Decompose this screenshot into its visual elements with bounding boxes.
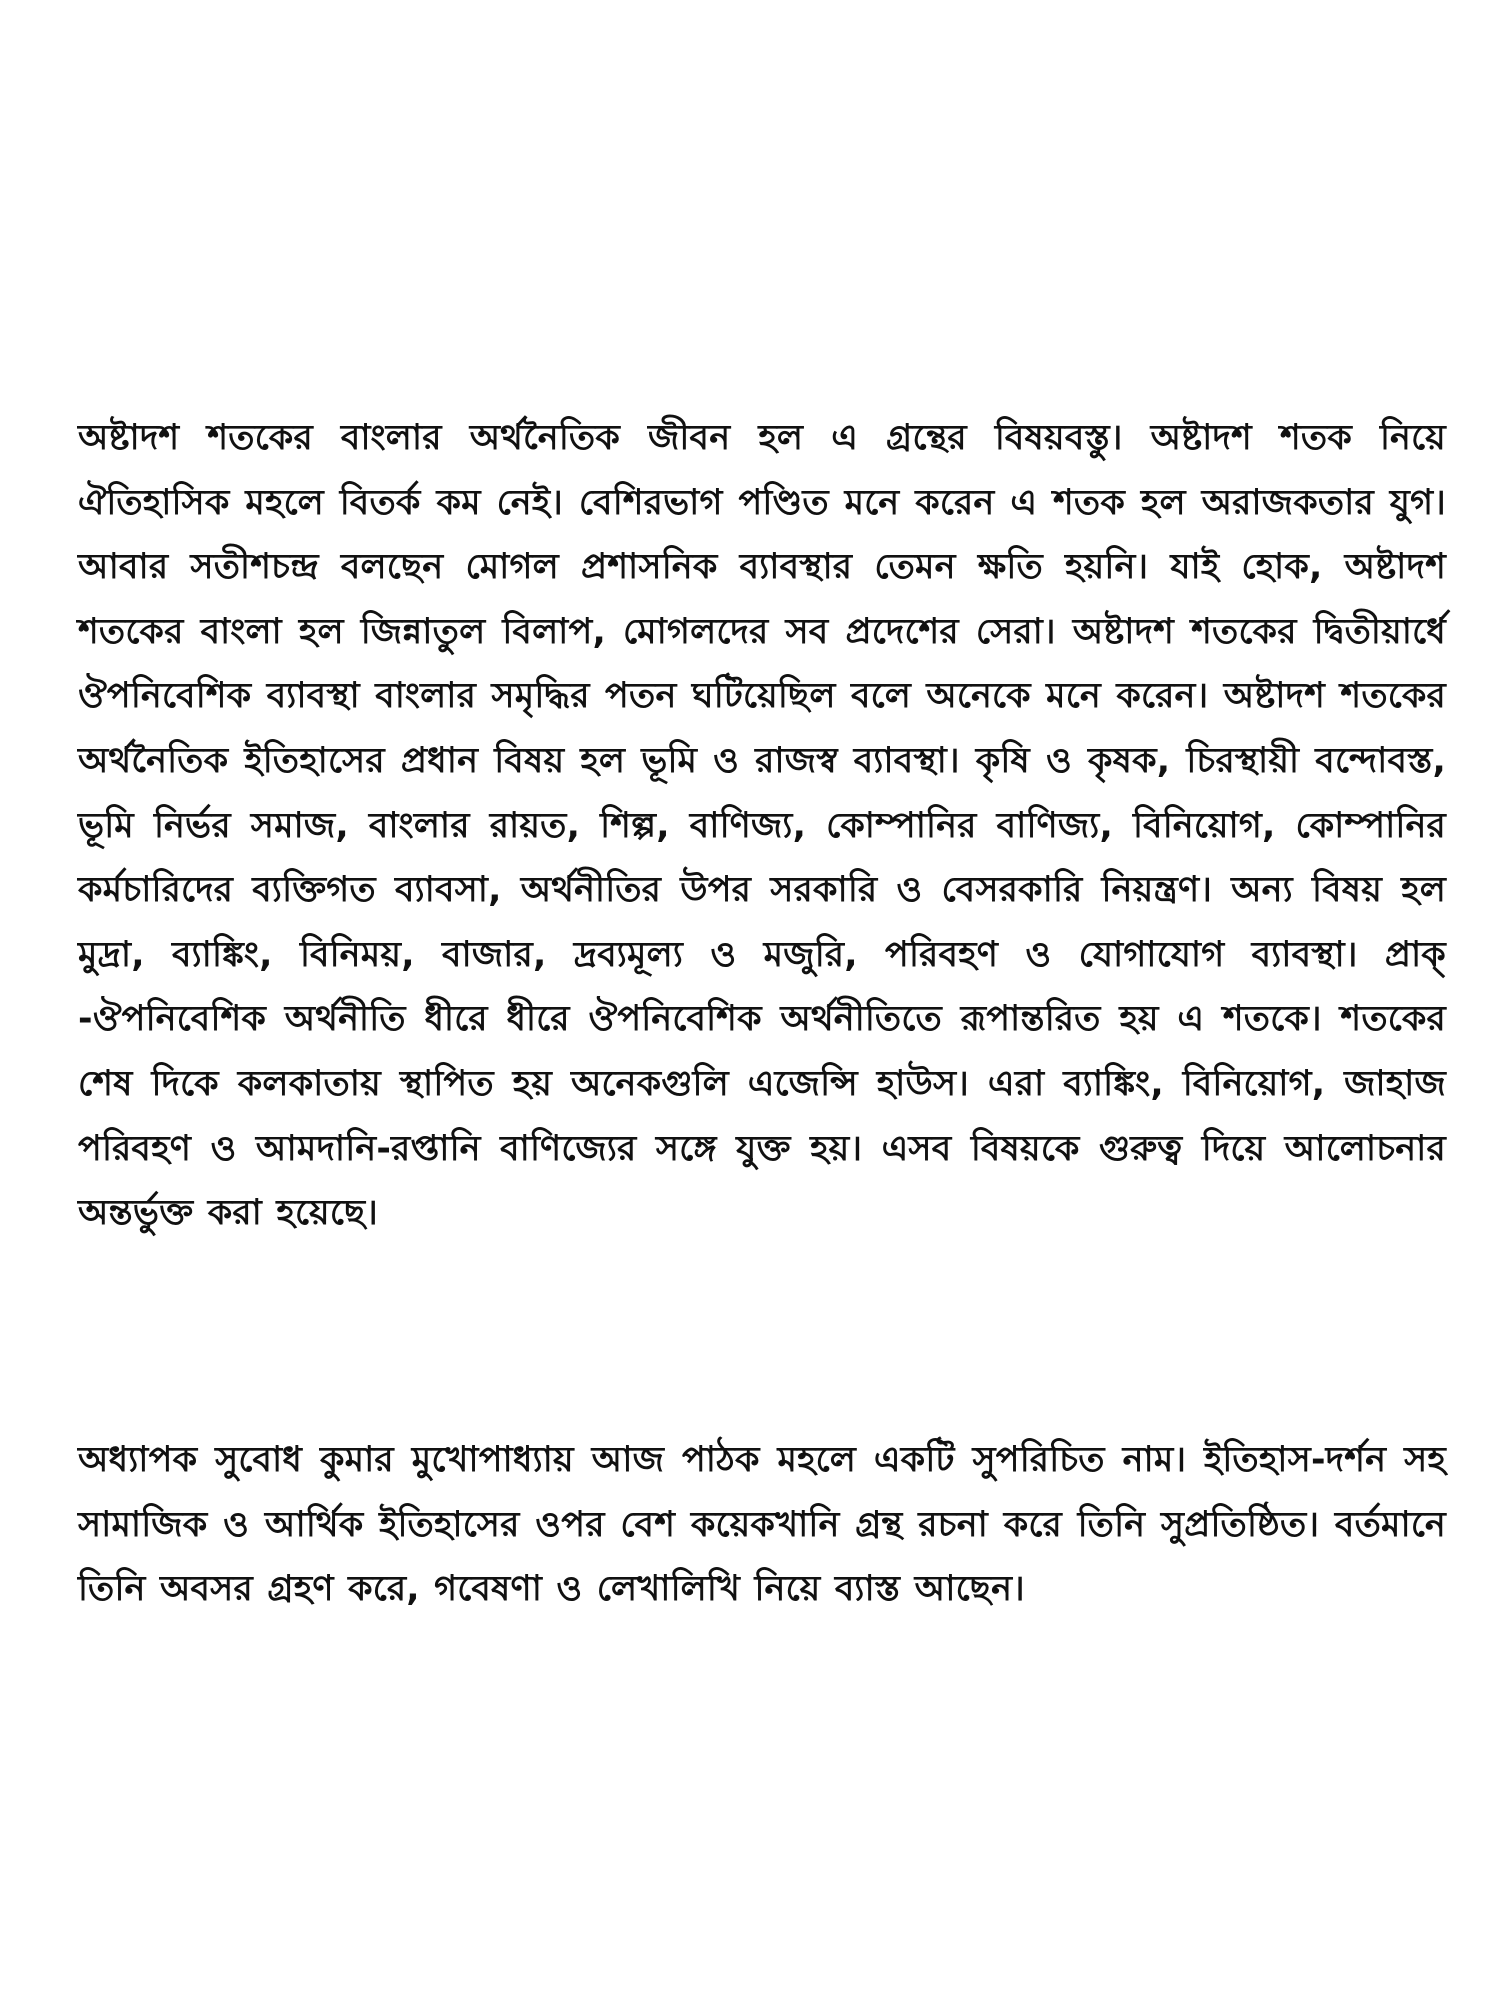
book-summary-text: অষ্টাদশ শতকের বাংলার অর্থনৈতিক জীবন হল এ গ্রন্থের বিষয়বস্তু। অষ্টাদশ শতক নিয়ে ঐতিহাসিক মহলে বিতর্ক কম নেই। বেশিরভাগ পণ্ডিত মনে করেন এ শতক হল অরাজকতার যুগ। আবার সতীশচন্দ্র বলছেন মোগল প্রশাসনিক ব্যাবস্থার তেমন ক্ষতি হয়নি। যাই হোক, অষ্টাদশ শতকের বাংলা হল জিন্নাতুল বিলাপ, মোগলদের সব প্রদেশের সেরা। অষ্টাদশ শতকের দ্বিতীয়ার্ধে ঔপনিবেশিক ব্যাবস্থা বাংলার সমৃদ্ধির পতন ঘটিয়েছিল বলে অনেকে মনে করেন। অষ্টাদশ শতকের অর্থনৈতিক ইতিহাসের প্রধান বিষয় হল ভূমি ও রাজস্ব ব্যাবস্থা। কৃষি ও কৃষক, চিরস্থায়ী বন্দোবস্ত, ভূমি নির্ভর সমাজ, বাংলার রায়ত, শিল্প, বাণিজ্য, কোম্পানির বাণিজ্য, বিনিয়োগ, কোম্পানির কর্মচারিদের ব্যক্তিগত ব্যাবসা, অর্থনীতির উপর সরকারি ও বেসরকারি নিয়ন্ত্রণ। অন্য বিষয় হল মুদ্রা, ব্যাঙ্কিং, বিনিময়, বাজার, দ্রব্যমূল্য ও মজুরি, পরিবহণ ও যোগাযোগ ব্যাবস্থা। প্রাক্ -ঔপনিবেশিক অর্থনীতি ধীরে ধীরে ঔপনিবেশিক অর্থনীতিতে রূপান্তরিত হয় এ শতকে। শতকের শেষ দিকে কলকাতায় স্থাপিত হয় অনেকগুলি এজেন্সি হাউস। এরা ব্যাঙ্কিং, বিনিয়োগ, জাহাজ পরিবহণ ও আমদানি-রপ্তানি বাণিজ্যের সঙ্গে যুক্ত হয়। এসব বিষয়কে গুরুত্ব দিয়ে আলোচনার অন্তর্ভুক্ত করা হয়েছে। — [78, 418, 1446, 1234]
author-bio-paragraph — [78, 1428, 1446, 1622]
book-summary-paragraph — [78, 406, 1446, 1246]
author-bio-text: অধ্যাপক সুবোধ কুমার মুখোপাধ্যায় আজ পাঠক মহলে একটি সুপরিচিত নাম। ইতিহাস-দর্শন সহ সামাজিক ও আর্থিক ইতিহাসের ওপর বেশ কয়েকখানি গ্রন্থ রচনা করে তিনি সুপ্রতিষ্ঠিত। বর্তমানে তিনি অবসর গ্রহণ করে, গবেষণা ও লেখালিখি নিয়ে ব্যাস্ত আছেন। — [78, 1440, 1446, 1610]
